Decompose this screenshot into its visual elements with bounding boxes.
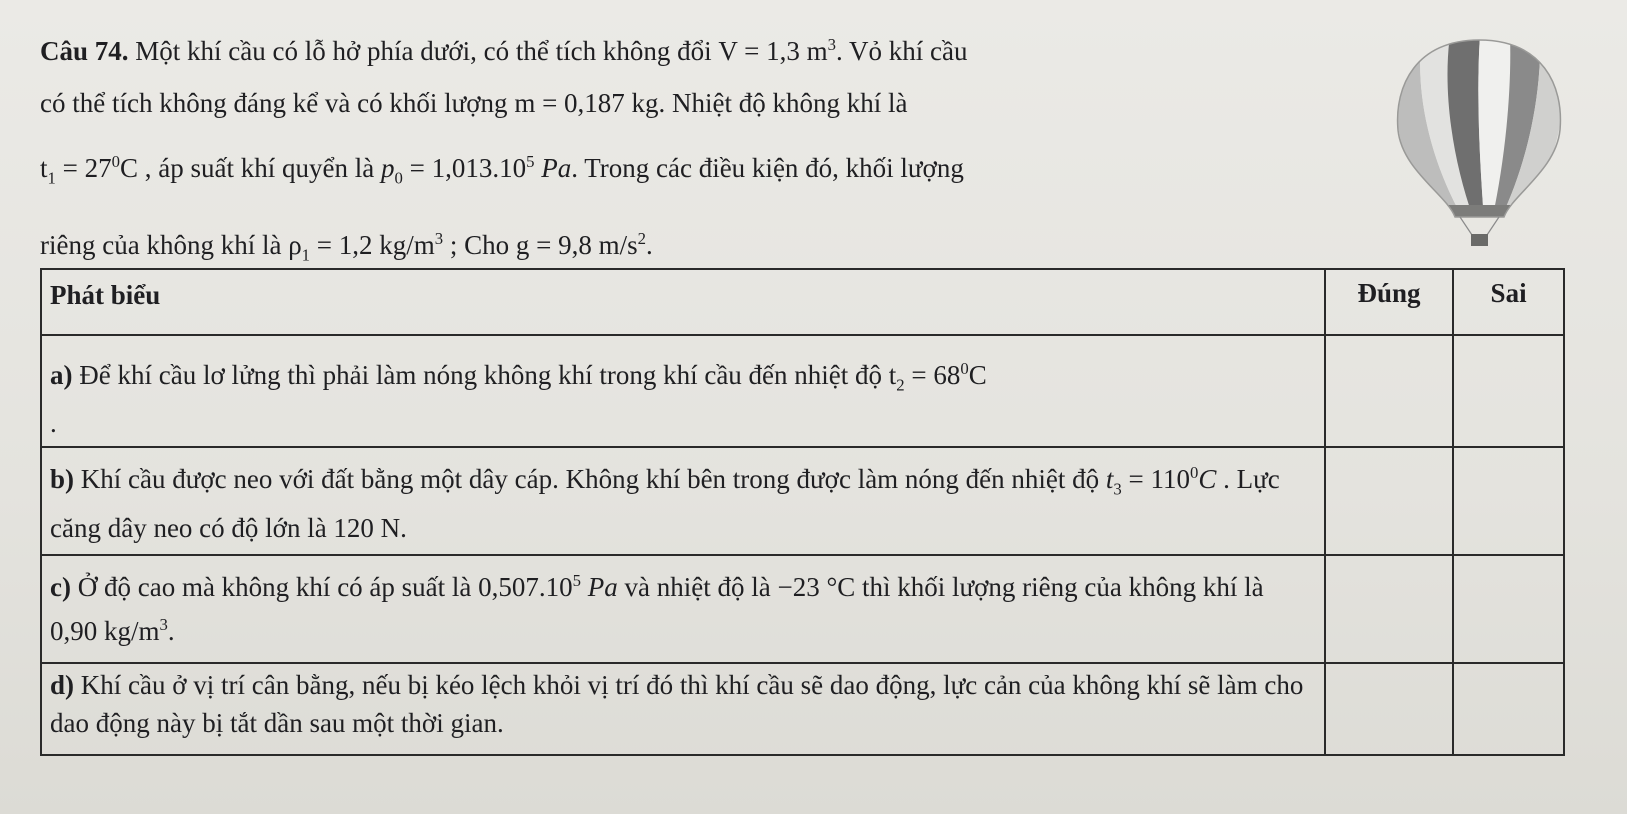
header-false: Sai	[1453, 269, 1564, 335]
statement-table	[40, 268, 1565, 756]
answer-false-d[interactable]	[1453, 663, 1564, 755]
hot-air-balloon-icon	[1392, 35, 1567, 250]
table-row	[41, 447, 1564, 555]
statement-b: b) Khí cầu được neo với đất bằng một dây cáp. Không khí bên trong được làm nóng đến nhiệt độ $t_3 = 110^0C$ . Lực căng dây neo có độ lớn là 120 N.	[41, 447, 1325, 555]
statement-d: d) Khí cầu ở vị trí cân bằng, nếu bị kéo lệch khỏi vị trí đó thì khí cầu sẽ dao động, lực cản của không khí sẽ làm cho dao động này bị tắt dần sau một thời gian.	[41, 663, 1325, 755]
question-line-1: Câu 74. Một khí cầu có lỗ hở phía dưới, có thể tích không đổi V = 1,3 $m^3$. Vỏ khí cầu	[40, 35, 968, 66]
answer-true-c[interactable]	[1325, 555, 1453, 663]
question-number: Câu 74.	[40, 36, 129, 66]
answer-true-b[interactable]	[1325, 447, 1453, 555]
header-true: Đúng	[1325, 269, 1453, 335]
table-row	[41, 663, 1564, 755]
table-header-row	[41, 269, 1564, 335]
statement-c: c) Ở độ cao mà không khí có áp suất là 0,507.10$^5$ Pa và nhiệt độ là −23 °C thì khối lượng riêng của không khí là 0,90 $kg/m^3$.	[41, 555, 1325, 663]
table-row	[41, 555, 1564, 663]
answer-true-d[interactable]	[1325, 663, 1453, 755]
answer-false-c[interactable]	[1453, 555, 1564, 663]
answer-false-b[interactable]	[1453, 447, 1564, 555]
answer-false-a[interactable]	[1453, 335, 1564, 447]
question-line-4: riêng của không khí là $\rho_1 = 1,2$ $kg/m^3$ ; Cho g = 9,8 $m/s^2$.	[40, 229, 653, 265]
question-line-3: $t_1 = 27^0C$ , áp suất khí quyển là $p_0 = 1,013.10^5$ Pa. Trong các điều kiện đó, khối lượng	[40, 152, 964, 188]
question-line-2: có thể tích không đáng kể và có khối lượng m = 0,187 kg. Nhiệt độ không khí là	[40, 88, 908, 118]
header-statement: Phát biểu	[41, 269, 1325, 335]
answer-true-a[interactable]	[1325, 335, 1453, 447]
table-row	[41, 335, 1564, 447]
statement-a: a) Để khí cầu lơ lửng thì phải làm nóng không khí trong khí cầu đến nhiệt độ $t_2 = 68^0C$ .	[41, 335, 1325, 447]
